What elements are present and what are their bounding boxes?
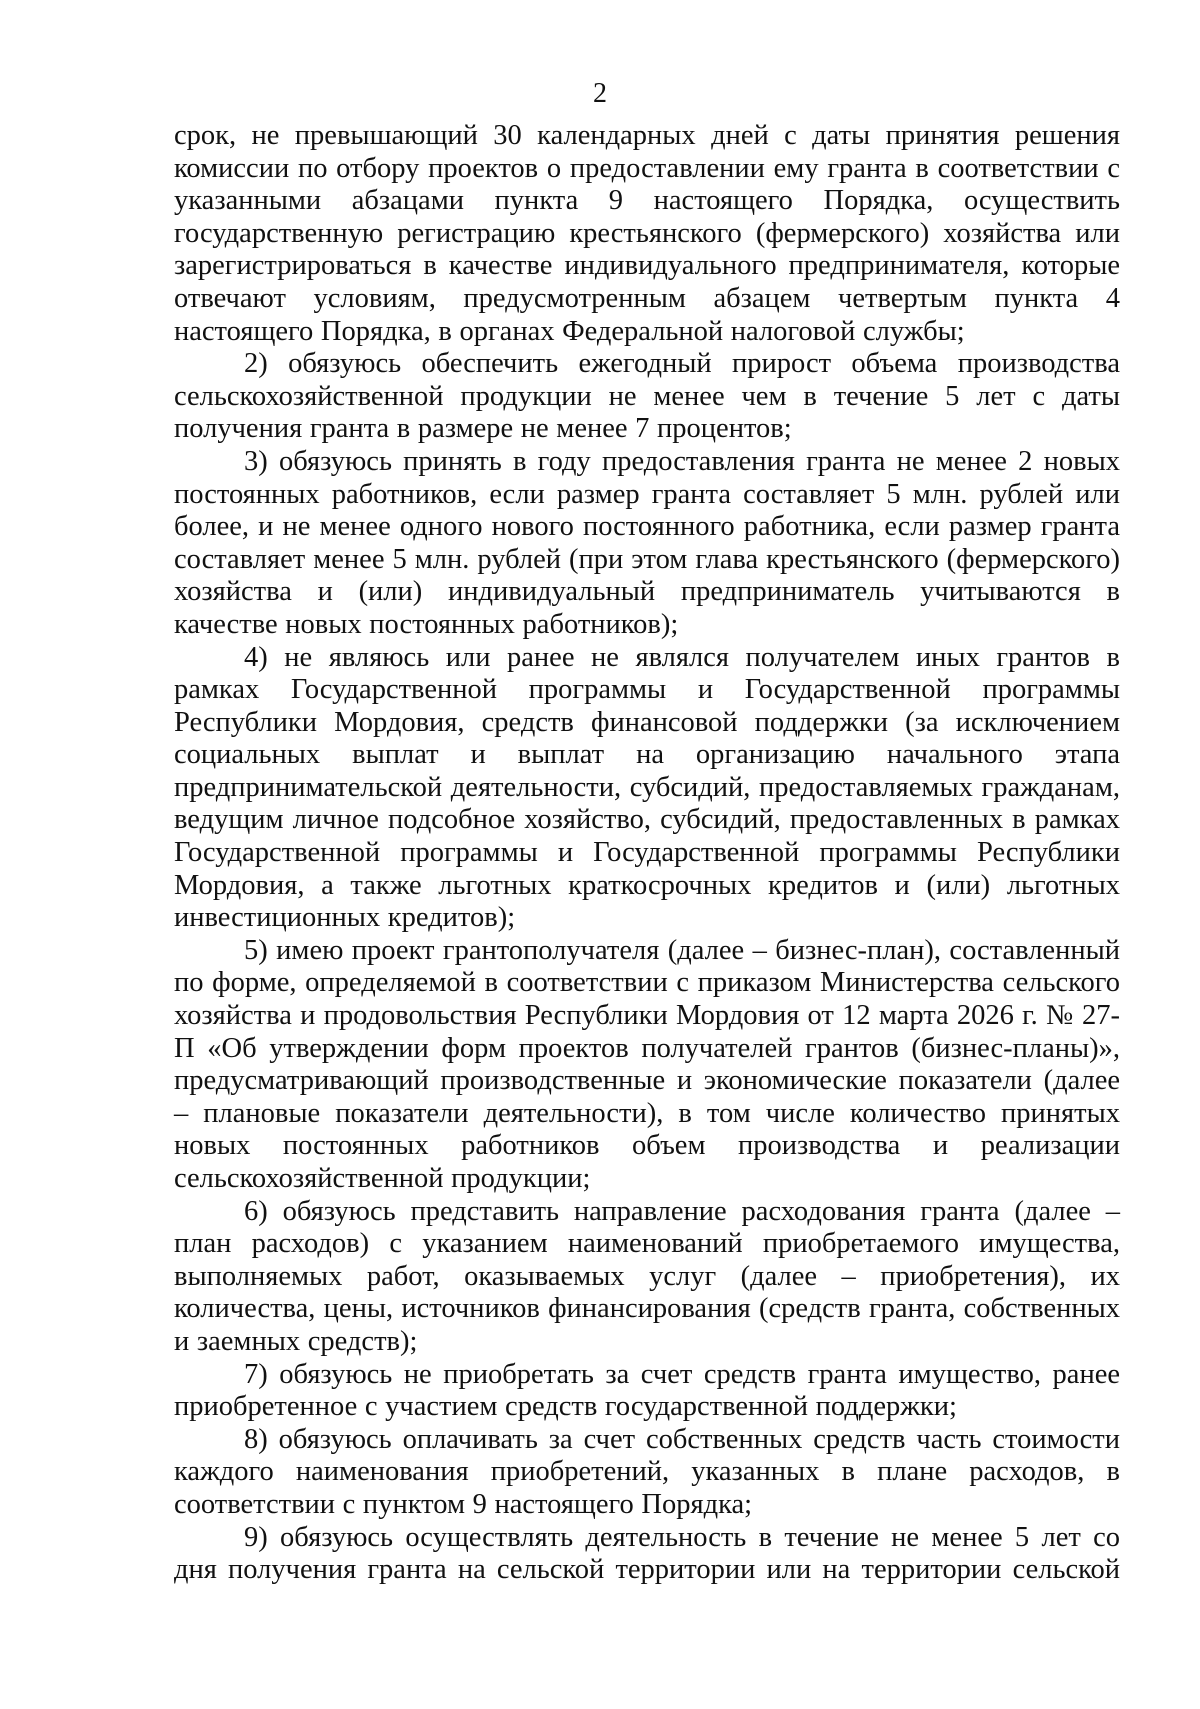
document-body	[174, 120, 1120, 1587]
paragraph-item-4: 4) не являюсь или ранее не являлся получателем иных грантов в рамках Государственной программы и Государственной программы Республики Мордовия, средств финансовой поддержки (за исключением социальных выплат и выплат на организацию начального этапа предпринимательской деятельности, субсидий, предоставляемых гражданам, ведущим личное подсобное хозяйство, субсидий, предоставленных в рамках Государственной программы и Государственной программы Республики Мордовия, а также льготных краткосрочных кредитов и (или) льготных инвестиционных кредитов);	[174, 641, 1120, 934]
paragraph-item-2: 2) обязуюсь обеспечить ежегодный прирост объема производства сельскохозяйственной продукции не менее чем в течение 5 лет с даты получения гранта в размере не менее 7 процентов;	[174, 348, 1120, 445]
paragraph-item-7: 7) обязуюсь не приобретать за счет средств гранта имущество, ранее приобретенное с участием средств государственной поддержки;	[174, 1358, 1120, 1423]
page-number: 2	[593, 78, 607, 109]
paragraph-item-3: 3) обязуюсь принять в году предоставления гранта не менее 2 новых постоянных работников, если размер гранта составляет 5 млн. рублей или более, и не менее одного нового постоянного работника, если размер гранта составляет менее 5 млн. рублей (при этом глава крестьянского (фермерского) хозяйства и (или) индивидуальный предприниматель учитываются в качестве новых постоянных работников);	[174, 445, 1120, 640]
paragraph-item-8: 8) обязуюсь оплачивать за счет собственных средств часть стоимости каждого наименования приобретений, указанных в плане расходов, в соответствии с пунктом 9 настоящего Порядка;	[174, 1423, 1120, 1520]
paragraph-item-5: 5) имею проект грантополучателя (далее – бизнес-план), составленный по форме, определяемой в соответствии с приказом Министерства сельского хозяйства и продовольствия Республики Мордовия от 12 марта 2026 г. № 27-П «Об утверждении форм проектов получателей грантов (бизнес-планы)», предусматривающий производственные и экономические показатели (далее – плановые показатели деятельности), в том числе количество принятых новых постоянных работников объем производства и реализации сельскохозяйственной продукции;	[174, 934, 1120, 1194]
paragraph-item-6: 6) обязуюсь представить направление расходования гранта (далее – план расходов) с указанием наименований приобретаемого имущества, выполняемых работ, оказываемых услуг (далее – приобретения), их количества, цены, источников финансирования (средств гранта, собственных и заемных средств);	[174, 1195, 1120, 1357]
paragraph-continuation: срок, не превышающий 30 календарных дней с даты принятия решения комиссии по отбору проектов о предоставлении ему гранта в соответствии с указанными абзацами пункта 9 настоящего Порядка, осуществить государственную регистрацию крестьянского (фермерского) хозяйства или зарегистрироваться в качестве индивидуального предпринимателя, которые отвечают условиям, предусмотренным абзацем четвертым пункта 4 настоящего Порядка, в органах Федеральной налоговой службы;	[174, 120, 1120, 347]
paragraph-item-9: 9) обязуюсь осуществлять деятельность в течение не менее 5 лет со дня получения гранта на сельской территории или на территории сельской	[174, 1521, 1120, 1586]
